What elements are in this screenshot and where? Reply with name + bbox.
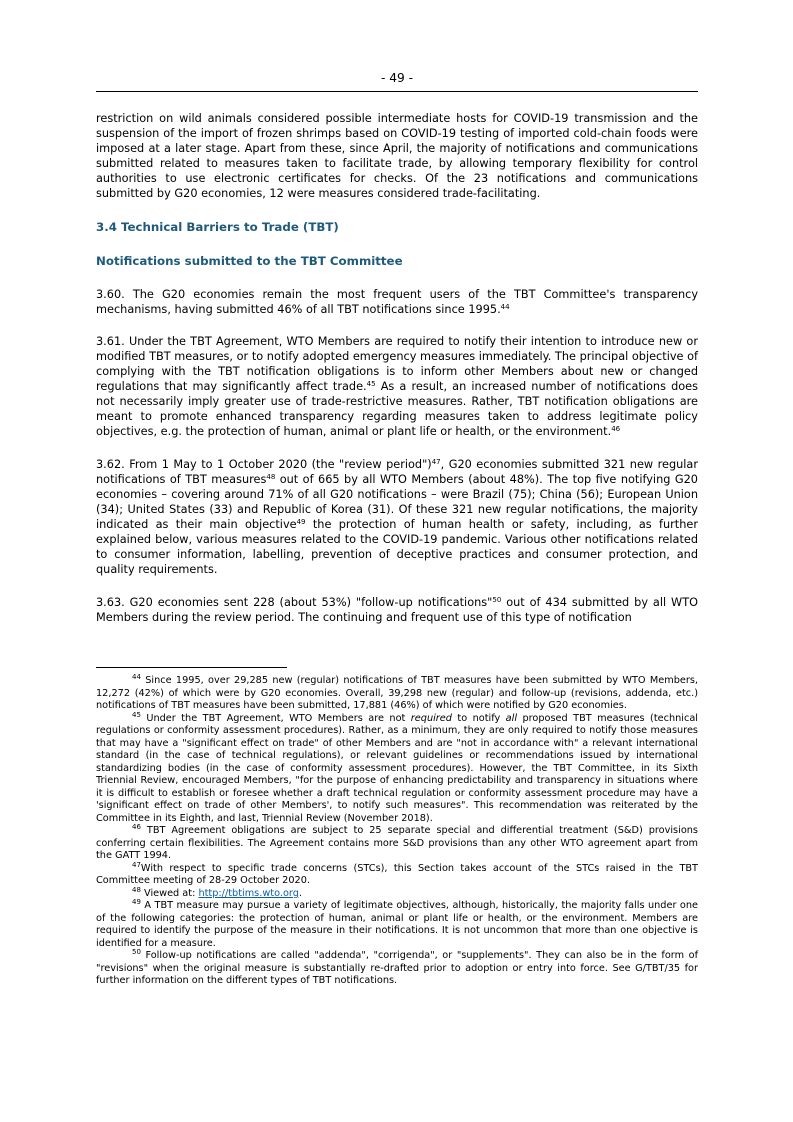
footnote-47: $^{47}$With respect to specific trade concerns (STCs), this Section takes account of the STCs raised in the TBT Committee meeting of 28-29 October 2020. <box>96 860 698 886</box>
paragraph-3-62: 3.62. From 1 May to 1 October 2020 (the "review period")$^{47}$, G20 economies submitted 321 new regular notifications of TBT measures$^{48}$ out of 665 by all WTO Members (about 48%). The top five notifying G20 economies – covering around 71% of all G20 notifications – were Brazil (75); China (56); European Union (34); United States (33) and Republic of Korea (31). Of these 321 new regular notifications, the majority indicated as their main objective$^{49}$ the protection of human health or safety, including, as further explained below, various measures related to the COVID-19 pandemic. Various other notifications related to consumer information, labelling, prevention of deceptive practices and consumer protection, and quality requirements. <box>96 457 699 577</box>
section-heading: 3.4 Technical Barriers to Trade (TBT) <box>96 219 339 234</box>
footnote-46: $^{46}$ TBT Agreement obligations are subject to 25 separate special and differential treatment (S&D) provisions conferring certain flexibilities. The Agreement contains more S&D provisions than any other WTO agreement apart from the GATT 1994. <box>96 823 698 861</box>
footnote-ref-48[interactable]: 48 <box>266 472 276 481</box>
footnote-50: $^{50}$ Follow-up notifications are called "addenda", "corrigenda", or "supplements". They can also be in the form of "revisions" when the original measure is substantially re-drafted prior to adoption or entry into force. See G/TBT/35 for further information on the different types of TBT notifications. <box>96 948 698 986</box>
page-body <box>96 70 698 642</box>
paragraph-3-60: 3.60. The G20 economies remain the most frequent users of the TBT Committee's transparency mechanisms, having submitted 46% of all TBT notifications since 1995.44 <box>96 287 698 316</box>
footnotes-section <box>96 667 698 988</box>
intro-paragraph: restriction on wild animals considered possible intermediate hosts for COVID-19 transmission and the suspension of the import of frozen shrimps based on COVID-19 testing of imported cold-chain foods were imposed at a later stage. Apart from these, since April, the majority of notifications and communications submitted related to measures taken to facilitate trade, by allowing temporary flexibility for control authorities to use electronic certificates for checks. Of the 23 notifications and communications submitted by G20 economies, 12 were measures considered trade-facilitating. <box>96 112 698 201</box>
footnote-ref-44[interactable]: 44 <box>500 302 510 311</box>
footnote-ref-46[interactable]: 46 <box>611 425 621 434</box>
paragraph-3-61: 3.61. Under the TBT Agreement, WTO Members are required to notify their intention to introduce new or modified TBT measures, or to notify adopted emergency measures immediately. The principal objective of complying with the TBT notification obligations is to inform other Members about new or changed regulations that may significantly affect trade.$^{45}$ As a result, an increased number of notifications does not necessarily imply greater use of trade-restrictive measures. Rather, TBT notification obligations are meant to promote enhanced transparency regarding measures taken to address legitimate policy objectives, e.g. the protection of human, animal or plant life or health, or the environment.$^{46}$ <box>96 335 698 439</box>
footnote-rule <box>96 667 287 668</box>
footnote-48: $^{48}$ Viewed at: http://tbtims.wto.org. <box>132 885 302 899</box>
footnote-45: $^{45}$ Under the TBT Agreement, WTO Members are not required to notify all proposed TBT measures (technical regulations or conformity assessment procedures). Rather, as a minimum, they are only required to notify those measures that may have a "significant effect on trade" of other Members and are "not in accordance with" a relevant international standard (in the case of technical regulations), or relevant guidelines or recommendations issued by international standardizing bodies (in the case of conformity assessment procedures). However, the TBT Committee, in its Sixth Triennial Review, encouraged Members, "for the purpose of enhancing predictability and transparency in situations where it is difficult to establish or foresee whether a draft technical regulation or conformity assessment procedure may have a 'significant effect on trade of other Members', to notify such measures". This recommendation was reiterated by the Committee in its Eighth, and last, Triennial Review (November 2018). <box>96 710 698 824</box>
page-number: - 49 - <box>380 71 414 85</box>
tbtims-link[interactable]: http://tbtims.wto.org <box>198 887 299 899</box>
footnote-ref-45[interactable]: 45 <box>366 380 376 389</box>
footnote-44: $^{44}$ Since 1995, over 29,285 new (regular) notifications of TBT measures have been submitted by WTO Members, 12,272 (42%) of which were by G20 economies. Overall, 39,298 new (regular) and follow-up (revisions, addenda, etc.) notifications of TBT measures have been submitted, 17,881 (46%) of which were notified by G20 economies. <box>96 673 698 711</box>
subheading: Notifications submitted to the TBT Committee <box>96 253 403 268</box>
footnote-49: $^{49}$ A TBT measure may pursue a variety of legitimate objectives, although, historically, the majority falls under one of the following categories: the protection of human, animal or plant life or health, or the environment. Members are required to identify the purpose of the measure in their notifications. It is not uncommon that more than one objective is identified for a measure. <box>96 898 698 949</box>
paragraph-3-63: 3.63. G20 economies sent 228 (about 53%) "follow-up notifications"$^{50}$ out of 434 submitted by all WTO Members during the review period. The continuing and frequent use of this type of notification <box>96 595 698 624</box>
footnote-ref-50[interactable]: 50 <box>492 595 502 604</box>
footnote-ref-49[interactable]: 49 <box>296 518 306 527</box>
footnote-ref-47[interactable]: 47 <box>431 457 441 466</box>
header-rule <box>96 91 698 92</box>
